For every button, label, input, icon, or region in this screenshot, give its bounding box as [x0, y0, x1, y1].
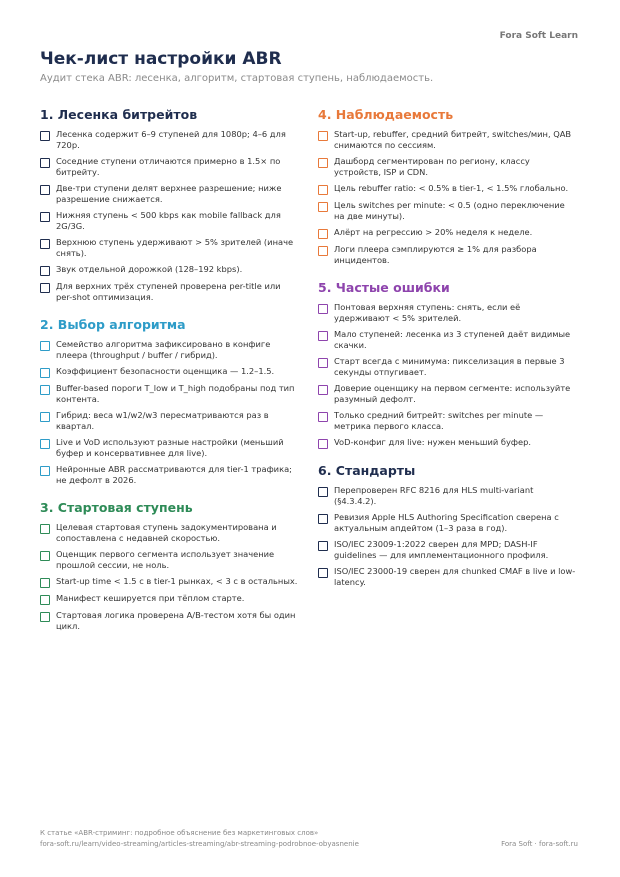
checklist-item-text: Понтовая верхняя ступень: снять, если её удерживают < 5% зрителей.	[334, 302, 521, 323]
checklist-item-text: Для верхних трёх ступеней проверена per-title или per-shot оптимизация.	[56, 281, 281, 302]
section-title: 4. Наблюдаемость	[318, 107, 454, 122]
checklist-item	[40, 366, 298, 378]
checklist-item-text: Buffer-based пороги T_low и T_high подобраны под тип контента.	[56, 383, 295, 404]
checklist-item	[318, 410, 576, 432]
checklist-item	[40, 339, 298, 361]
checkbox[interactable]	[318, 487, 328, 497]
checkbox[interactable]	[40, 266, 50, 276]
checkbox[interactable]	[40, 412, 50, 422]
checklist-item	[40, 210, 298, 232]
checklist-item	[318, 183, 576, 195]
checkbox[interactable]	[40, 385, 50, 395]
checklist-item	[318, 512, 576, 534]
checklist-item-text: Нейронные ABR рассматриваются для tier-1 трафика; не дефолт в 2026.	[56, 464, 292, 485]
checklist-item-text: Дашборд сегментирован по региону, классу устройств, ISP и CDN.	[334, 156, 530, 177]
checklist-item	[40, 549, 298, 571]
checkbox[interactable]	[40, 283, 50, 293]
checklist-item	[40, 410, 298, 432]
checklist-item-text: Логи плеера сэмплируются ≥ 1% для разбора инцидентов.	[334, 244, 537, 265]
checklist-item-text: Лесенка содержит 6–9 ступеней для 1080p; 4–6 для 720p.	[56, 129, 286, 150]
checklist-item-text: Оценщик первого сегмента использует значение прошлой сессии, не ноль.	[56, 549, 275, 570]
checkbox[interactable]	[318, 439, 328, 449]
checkbox[interactable]	[40, 612, 50, 622]
checklist-item	[40, 593, 298, 605]
checklist-item-text: Стартовая логика проверена A/B-тестом хотя бы один цикл.	[56, 610, 296, 631]
checklist-item	[318, 302, 576, 324]
checkbox[interactable]	[318, 131, 328, 141]
checklist-item-text: Live и VoD используют разные настройки (меньший буфер и консервативнее для live).	[56, 437, 284, 458]
checkbox[interactable]	[40, 239, 50, 249]
checkbox[interactable]	[40, 341, 50, 351]
checklist-item-text: Звук отдельной дорожкой (128–192 kbps).	[56, 264, 243, 274]
checklist-item-text: Start-up, rebuffer, средний битрейт, switches/мин, QAB снимаются по сессиям.	[334, 129, 572, 150]
left-column	[40, 107, 298, 646]
checklist-item-text: Нижняя ступень < 500 kbps как mobile fallback для 2G/3G.	[56, 210, 281, 231]
checkbox[interactable]	[318, 185, 328, 195]
checkbox[interactable]	[40, 551, 50, 561]
checkbox[interactable]	[318, 358, 328, 368]
footer-article-title: К статье «ABR-стриминг: подробное объяснение без маркетинговых слов»	[40, 829, 319, 837]
checklist-item	[318, 156, 576, 178]
checkbox[interactable]	[318, 385, 328, 395]
checklist-item	[40, 281, 298, 303]
checklist-item	[40, 610, 298, 632]
page-title: Чек-лист настройки ABR	[40, 49, 282, 69]
section-title: 2. Выбор алгоритма	[40, 317, 186, 332]
checklist-item	[40, 437, 298, 459]
checklist-item	[40, 183, 298, 205]
checkbox[interactable]	[40, 524, 50, 534]
section-startup	[40, 500, 298, 632]
checklist-item	[40, 129, 298, 151]
checkbox[interactable]	[318, 514, 328, 524]
checkbox[interactable]	[40, 595, 50, 605]
checklist-item	[40, 237, 298, 259]
checklist-item	[318, 200, 576, 222]
checklist-item-text: Целевая стартовая ступень задокументирована и сопоставлена с недавней скоростью.	[56, 522, 277, 543]
section-standards	[318, 463, 576, 588]
checklist-item	[40, 522, 298, 544]
checklist-item	[318, 356, 576, 378]
footer-source	[40, 828, 359, 850]
checklist-item	[40, 383, 298, 405]
checklist-item	[318, 566, 576, 588]
checklist-item	[318, 485, 576, 507]
checkbox[interactable]	[40, 131, 50, 141]
checklist-item	[40, 156, 298, 178]
checklist-item-text: Верхнюю ступень удерживают > 5% зрителей (иначе снять).	[56, 237, 294, 258]
checkbox[interactable]	[40, 158, 50, 168]
checkbox[interactable]	[40, 466, 50, 476]
footer-brand: Fora Soft · fora-soft.ru	[501, 840, 578, 848]
checklist-item-text: Start-up time < 1.5 с в tier-1 рынках, < 3 с в остальных.	[56, 576, 298, 586]
checklist-item	[40, 464, 298, 486]
section-common-mistakes	[318, 280, 576, 449]
checklist-item-text: VoD-конфиг для live: нужен меньший буфер.	[334, 437, 532, 447]
checklist-item	[318, 329, 576, 351]
section-observability	[318, 107, 576, 266]
section-title: 6. Стандарты	[318, 463, 416, 478]
checkbox[interactable]	[40, 578, 50, 588]
brand-label: Fora Soft Learn	[499, 31, 578, 41]
checklist-item-text: Мало ступеней: лесенка из 3 ступеней даёт видимые скачки.	[334, 329, 571, 350]
checkbox[interactable]	[40, 368, 50, 378]
checklist-item	[318, 244, 576, 266]
checklist-item-text: Доверие оценщику на первом сегменте: используйте разумный дефолт.	[334, 383, 571, 404]
checklist-item	[318, 383, 576, 405]
checklist-item-text: Коэффициент безопасности оценщика — 1.2–1.5.	[56, 366, 275, 376]
checklist-item-text: ISO/IEC 23009-1:2022 сверен для MPD; DASH-IF guidelines — для имплементационного профиля.	[334, 539, 549, 560]
checkbox[interactable]	[318, 568, 328, 578]
checklist-item	[318, 227, 576, 239]
section-title: 3. Стартовая ступень	[40, 500, 193, 515]
checkbox[interactable]	[40, 439, 50, 449]
checklist-item-text: Алёрт на регрессию > 20% неделя к неделе.	[334, 227, 533, 237]
checkbox[interactable]	[40, 185, 50, 195]
checklist-item-text: Соседние ступени отличаются примерно в 1.5× по битрейту.	[56, 156, 281, 177]
checklist-item-text: Старт всегда с минимума: пикселизация в первые 3 секунды отпугивает.	[334, 356, 565, 377]
checklist-item-text: Цель rebuffer ratio: < 0.5% в tier-1, < 1.5% глобально.	[334, 183, 569, 193]
checklist-item-text: ISO/IEC 23000-19 сверен для chunked CMAF в live и low-latency.	[334, 566, 576, 587]
checklist-item	[318, 437, 576, 449]
checklist-item	[318, 539, 576, 561]
checklist-item-text: Две-три ступени делят верхнее разрешение; ниже разрешение снижается.	[56, 183, 282, 204]
checkbox[interactable]	[318, 412, 328, 422]
section-title: 5. Частые ошибки	[318, 280, 450, 295]
checklist-item-text: Цель switches per minute: < 0.5 (одно переключение на две минуты).	[334, 200, 565, 221]
section-ladder	[40, 107, 298, 303]
checklist-item-text: Семейство алгоритма зафиксировано в конфиге плеера (throughput / buffer / гибрид).	[56, 339, 271, 360]
checklist-item-text: Перепроверен RFC 8216 для HLS multi-variant (§4.3.4.2).	[334, 485, 534, 506]
checkbox[interactable]	[318, 158, 328, 168]
section-algorithm	[40, 317, 298, 486]
checkbox[interactable]	[318, 246, 328, 256]
right-column	[318, 107, 576, 602]
checkbox[interactable]	[318, 304, 328, 314]
section-title: 1. Лесенка битрейтов	[40, 107, 198, 122]
footer-article-url[interactable]: fora-soft.ru/learn/video-streaming/articles-streaming/abr-streaming-podrobnoe-obyasnenie	[40, 840, 359, 848]
checkbox[interactable]	[318, 541, 328, 551]
checklist-item	[318, 129, 576, 151]
page-subtitle: Аудит стека ABR: лесенка, алгоритм, стартовая ступень, наблюдаемость.	[40, 73, 434, 84]
checklist-item	[40, 576, 298, 588]
checkbox[interactable]	[40, 212, 50, 222]
checklist-item-text: Ревизия Apple HLS Authoring Specification сверена с актуальным апдейтом (1–3 раза в год).	[334, 512, 559, 533]
checklist-item-text: Гибрид: веса w1/w2/w3 пересматриваются раз в квартал.	[56, 410, 269, 431]
checklist-item-text: Только средний битрейт: switches per minute — метрика первого класса.	[334, 410, 544, 431]
checkbox[interactable]	[318, 229, 328, 239]
checkbox[interactable]	[318, 331, 328, 341]
checklist-item	[40, 264, 298, 276]
checkbox[interactable]	[318, 202, 328, 212]
checklist-item-text: Манифест кешируется при тёплом старте.	[56, 593, 245, 603]
